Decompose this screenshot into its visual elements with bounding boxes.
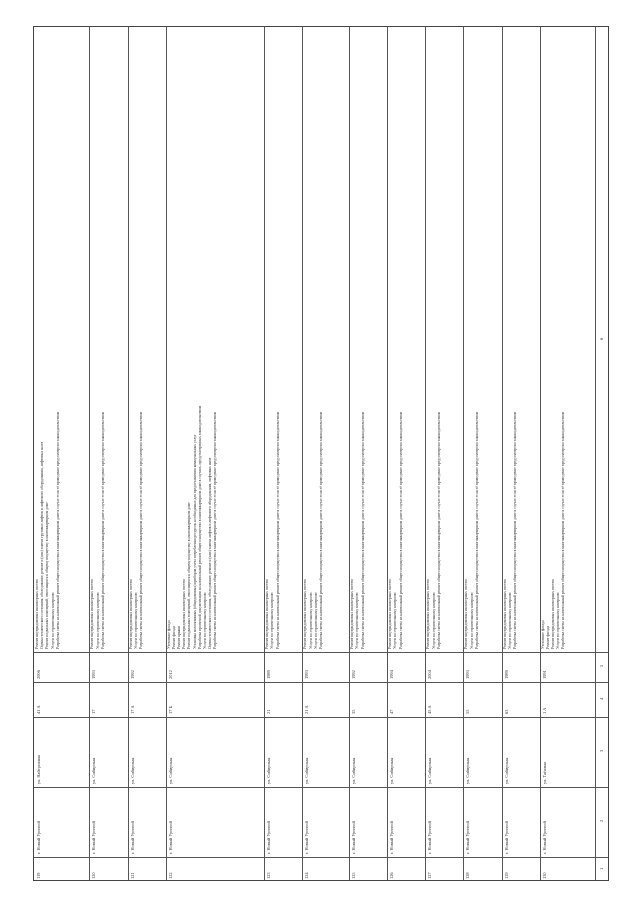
row-year: 1989: [503, 670, 509, 679]
table-row: [89, 27, 127, 880]
table-row: [34, 27, 89, 880]
table-row: [502, 27, 540, 880]
row-city: г. Новый Уренгой: [351, 821, 357, 854]
work-item: Ремонт крыши: [176, 625, 181, 649]
work-item: Ремонт внутридомовых инженерных систем: [350, 579, 355, 649]
row-year: 1994: [389, 670, 395, 679]
row-house-number: 55: [465, 709, 471, 714]
work-item: Ремонт внутридомовых инженерных систем: [426, 579, 431, 649]
row-number: 126: [389, 872, 395, 879]
row-number: 130: [541, 872, 547, 879]
work-item: Услуги по строительному контролю: [393, 592, 398, 649]
row-house-number: 47: [389, 709, 395, 714]
table-header: [595, 27, 609, 880]
repair-table: [33, 26, 609, 881]
work-item: Разработка сметы на капитальный ремонт общего имущества в многоквартирном доме в случае если её проведение предусмотрено законодательством: [213, 411, 218, 649]
work-item: Услуги по строительному контролю: [507, 592, 512, 649]
row-year: 1993: [465, 670, 471, 679]
table-row: [264, 27, 302, 880]
header-cell: 2: [599, 819, 604, 822]
header-cell: 5: [599, 664, 604, 667]
work-item: Разработка проектной документации на капитальный ремонт общего имущества в многоквартирном доме в случаях, предусмотренных законодательством: [197, 405, 202, 649]
table-row: [302, 27, 349, 880]
work-item: Оценка технического состояния, обследование, ремонт и (или) замена лифтов и лифтового оборудования, лифтовых шахт: [208, 457, 213, 649]
row-number: 124: [304, 872, 310, 879]
work-item: Ремонт фасада: [171, 625, 176, 649]
work-item: Услуги по строительному контролю: [313, 592, 318, 649]
row-house-number: 17 А: [129, 705, 135, 714]
row-number: 121: [129, 872, 135, 879]
row-city: г. Новый Уренгой: [266, 821, 272, 854]
row-city: г. Новый Уренгой: [36, 821, 41, 854]
work-item: Разработка сметы на капитальный ремонт общего имущества в многоквартирном доме в случае если её проведение предусмотрено законодательством: [275, 411, 280, 649]
row-street: ул. Сибирская: [167, 757, 173, 784]
table-row: [349, 27, 387, 880]
work-item: Утепление фасада: [166, 620, 171, 649]
row-street: ул. Сибирская: [427, 757, 433, 784]
header-cell: 1: [599, 867, 604, 870]
row-city: г. Новый Уренгой: [503, 821, 509, 854]
work-item: Разработка сметы на капитальный ремонт общего имущества в многоквартирном доме в случае если её проведение предусмотрено законодательством: [398, 411, 403, 649]
work-item: Услуги по строительному контролю: [133, 592, 138, 649]
row-city: г. Новый Уренгой: [541, 821, 547, 854]
row-number: 120: [91, 872, 97, 879]
row-number: 125: [351, 872, 357, 879]
work-item: Ремонт внутридомовых инженерных систем: [182, 579, 187, 649]
row-year: 2006: [36, 670, 41, 679]
work-item: Ремонт подвальных помещений, относящихся к общему имуществу в многоквартирном доме: [45, 502, 50, 649]
row-street: ул. Таёжная: [541, 761, 547, 784]
row-house-number: 63: [503, 709, 509, 714]
work-item: Разработка сметы на капитальный ремонт общего имущества в многоквартирном доме в случае если её проведение предусмотрено законодательством: [55, 411, 60, 649]
work-item: Ремонт внутридомовых инженерных систем: [550, 579, 555, 649]
row-street: ул. Сибирская: [91, 757, 97, 784]
work-item: Разработка сметы на капитальный ремонт общего имущества в многоквартирном доме в случае если её проведение предусмотрено законодательством: [100, 411, 105, 649]
work-item: Ремонт подвальных помещений, относящихся к общему имуществу в многоквартирном доме: [187, 502, 192, 649]
row-city: г. Новый Уренгой: [91, 821, 97, 854]
work-item: Ремонт внутридомовых инженерных систем: [265, 579, 270, 649]
row-number: 128: [465, 872, 471, 879]
work-item: Ремонт внутридомовых инженерных систем: [90, 579, 95, 649]
row-year: 2004: [427, 670, 433, 679]
row-number: 129: [503, 872, 509, 879]
table-row: [463, 27, 501, 880]
work-item: Ремонт внутридомовых инженерных систем: [303, 579, 308, 649]
row-street: ул. Сибирская: [304, 757, 310, 784]
work-item: Ремонт внутридомовых инженерных систем: [388, 579, 393, 649]
row-street: ул. Сибирская: [465, 757, 471, 784]
work-item: Разработка сметы на капитальный ремонт общего имущества в многоквартирном доме в случае если её проведение предусмотрено законодательством: [474, 411, 479, 649]
row-year: 1992: [129, 670, 135, 679]
row-house-number: 21 А: [304, 705, 310, 714]
row-number: 122: [167, 872, 173, 879]
row-house-number: 41 А: [36, 705, 41, 714]
work-item: Ремонт внутридомовых инженерных систем: [502, 579, 507, 649]
work-item: Услуги по строительному контролю: [431, 592, 436, 649]
work-item: Оценка технического состояния, обследование, ремонт и (или) замена грузовых лифтов и лифтового оборудования, лифтовых шахт: [40, 441, 45, 649]
work-item: Услуги по строительному контролю: [202, 592, 207, 649]
work-item: Разработка сметы на капитальный ремонт общего имущества в многоквартирном доме в случае если её проведение предусмотрено законодательством: [512, 411, 517, 649]
work-item: Услуги по строительному контролю: [95, 592, 100, 649]
work-item: Установка коллективных (общедомовых) приборов учета потребления ресурсов, необходимых для предоставления коммунальных услуг: [192, 434, 197, 649]
row-city: г. Новый Уренгой: [427, 821, 433, 854]
table-row: [166, 27, 265, 880]
row-street: ул. Сибирская: [503, 757, 509, 784]
work-item: Ремонт фасада: [545, 625, 550, 649]
column-divider: [34, 717, 608, 718]
row-city: г. Новый Уренгой: [304, 821, 310, 854]
column-divider: [34, 787, 608, 788]
row-number: 127: [427, 872, 433, 879]
work-item: Услуги по строительному контролю: [556, 592, 561, 649]
work-item: Разработка сметы на капитальный ремонт общего имущества в многоквартирном доме в случае если её проведение предусмотрено законодательством: [318, 411, 323, 649]
column-divider: [34, 857, 608, 858]
row-year: 1989: [266, 670, 272, 679]
row-number: 123: [266, 872, 272, 879]
row-house-number: 17 Б: [167, 705, 173, 714]
work-item: Разработка сметы на капитальный ремонт общего имущества в многоквартирном доме в случае если её проведение предусмотрено законодательством: [561, 411, 566, 649]
row-street: ул. Сибирская: [389, 757, 395, 784]
row-city: г. Новый Уренгой: [167, 821, 173, 854]
header-cell: 3: [599, 749, 604, 752]
table-row: [387, 27, 425, 880]
work-item: Услуги по строительному контролю: [469, 592, 474, 649]
work-item: Услуги по строительному контролю: [308, 592, 313, 649]
table-row: [540, 27, 595, 880]
row-street: ул. Сибирская: [266, 757, 272, 784]
work-item: Утепление фасада: [540, 620, 545, 649]
column-divider: [34, 682, 608, 683]
work-item: Услуги по строительному контролю: [355, 592, 360, 649]
row-house-number: 1 А: [541, 707, 547, 714]
row-street: ул. Сибирская: [129, 757, 135, 784]
row-city: г. Новый Уренгой: [389, 821, 395, 854]
work-item: Ремонт внутридомовых инженерных систем: [464, 579, 469, 649]
row-year: 2012: [167, 670, 173, 679]
work-item: Услуги по строительному контролю: [50, 592, 55, 649]
work-item: Ремонт внутридомовых инженерных систем: [35, 579, 39, 649]
row-number: 119: [36, 872, 41, 879]
work-item: Услуги по строительному контролю: [270, 592, 275, 649]
row-year: 1992: [351, 670, 357, 679]
row-street: ул. Сибирская: [351, 757, 357, 784]
work-item: Ремонт внутридомовых инженерных систем: [128, 579, 133, 649]
row-street: ул. Набережная: [36, 754, 41, 784]
header-cell: 6: [599, 337, 604, 340]
column-divider: [34, 652, 608, 653]
row-city: г. Новый Уренгой: [129, 821, 135, 854]
work-item: Разработка сметы на капитальный ремонт общего имущества в многоквартирном доме в случае если её проведение предусмотрено законодательством: [138, 411, 143, 649]
table-row: [425, 27, 463, 880]
row-house-number: 45 А: [427, 705, 433, 714]
row-house-number: 35: [351, 709, 357, 714]
header-cell: 4: [599, 697, 604, 700]
row-year: 1993: [91, 670, 97, 679]
work-item: Разработка сметы на капитальный ремонт общего имущества в многоквартирном доме в случае если её проведение предусмотрено законодательством: [436, 411, 441, 649]
row-house-number: 21: [266, 709, 272, 714]
table-row: [128, 27, 166, 880]
row-year: 1991: [541, 670, 547, 679]
row-year: 1993: [304, 670, 310, 679]
row-house-number: 17: [91, 709, 97, 714]
row-city: г. Новый Уренгой: [465, 821, 471, 854]
work-item: Разработка сметы на капитальный ремонт общего имущества в многоквартирном доме в случае если её проведение предусмотрено законодательством: [360, 411, 365, 649]
